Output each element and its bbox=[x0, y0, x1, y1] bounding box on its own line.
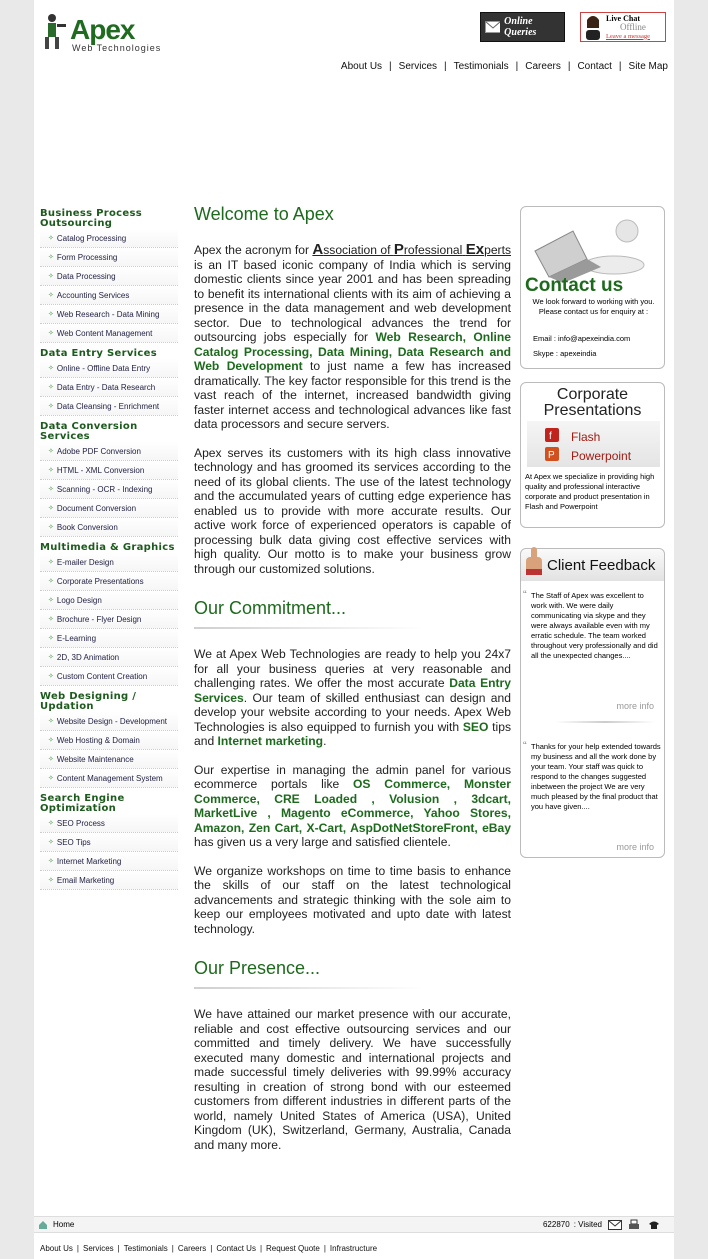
contact-email[interactable]: info@apexeindia.com bbox=[558, 334, 631, 343]
sidebar-item-label: Accounting Services bbox=[56, 290, 130, 300]
bullet-icon: ✧ bbox=[48, 654, 54, 661]
nav-separator: | bbox=[389, 61, 392, 72]
footer-separator: | bbox=[323, 1244, 326, 1253]
bullet-icon: ✧ bbox=[48, 578, 54, 585]
svg-text:P: P bbox=[548, 450, 555, 461]
sidebar-item-web-hosting-domain[interactable] bbox=[40, 731, 178, 750]
bullet-icon: ✧ bbox=[48, 839, 54, 846]
bullet-icon: ✧ bbox=[48, 673, 54, 680]
bullet-icon: ✧ bbox=[48, 384, 54, 391]
sidebar-item-label: Document Conversion bbox=[56, 503, 137, 513]
sidebar-item-accounting-services[interactable] bbox=[40, 286, 178, 305]
sidebar-item-label: HTML - XML Conversion bbox=[56, 465, 145, 475]
bullet-icon: ✧ bbox=[48, 235, 54, 242]
sidebar-item-label: Data Entry - Data Research bbox=[56, 382, 156, 392]
sidebar-item-label: E-Learning bbox=[56, 633, 97, 643]
nav-separator: | bbox=[444, 61, 447, 72]
apex-logo[interactable] bbox=[42, 10, 167, 54]
contact-skype-row: Skype : apexeindia bbox=[533, 349, 597, 358]
sidebar-item-website-maintenance[interactable] bbox=[40, 750, 178, 769]
bullet-icon: ✧ bbox=[48, 616, 54, 623]
topnav-testimonials[interactable]: Testimonials bbox=[453, 61, 509, 72]
sidebar-item-label: Web Research - Data Mining bbox=[56, 309, 160, 319]
bullet-icon: ✧ bbox=[48, 505, 54, 512]
nav-section-heading: Data Entry Services bbox=[40, 348, 157, 359]
bullet-icon: ✧ bbox=[48, 718, 54, 725]
quote-open-icon: “ bbox=[523, 589, 527, 601]
commitment-paragraph-2: Our expertise in managing the admin panel for various ecommerce portals like OS Commerce, Monster Commerce, CRE Loaded , Volusion , 3dcart, MarketLive , Magento eCommerce, Yahoo Stores, Amazon, Zen Cart, X-Cart, AspDotNetStoreFront, eBay has given us a very large and satisfied clientele. bbox=[194, 762, 511, 849]
corp-title: Corporate Presentations bbox=[543, 386, 642, 419]
sidebar-item-label: Custom Content Creation bbox=[56, 671, 148, 681]
visited-label: : Visited bbox=[573, 1220, 602, 1229]
page bbox=[34, 0, 674, 1259]
footer-link-careers[interactable]: Careers bbox=[177, 1244, 207, 1253]
envelope-icon bbox=[485, 21, 500, 33]
nav-separator: | bbox=[618, 61, 622, 72]
sidebar-item-data-entry-data-research[interactable] bbox=[40, 378, 178, 397]
bullet-icon: ✧ bbox=[48, 635, 54, 642]
commitment-title: Our Commitment... bbox=[194, 598, 347, 618]
sidebar-item-label: Web Hosting & Domain bbox=[56, 735, 140, 745]
flash-icon bbox=[545, 428, 559, 442]
bullet-icon: ✧ bbox=[48, 820, 54, 827]
sidebar-item-form-processing[interactable] bbox=[40, 248, 178, 267]
sidebar-item-data-processing[interactable] bbox=[40, 267, 178, 286]
sidebar-item-label: Form Processing bbox=[56, 252, 118, 262]
live-chat-button[interactable] bbox=[580, 12, 666, 42]
bullet-icon: ✧ bbox=[48, 597, 54, 604]
visit-counter: 622870 bbox=[542, 1220, 570, 1229]
chat-status: Offline bbox=[620, 21, 646, 32]
laptop-figure-icon bbox=[529, 213, 659, 283]
sidebar-item-label: SEO Process bbox=[56, 818, 105, 828]
thumbs-up-icon bbox=[523, 545, 547, 575]
sidebar-item-scanning-ocr-indexing[interactable] bbox=[40, 480, 178, 499]
nav-section-heading: Multimedia & Graphics bbox=[40, 542, 175, 553]
intro-paragraph: Apex the acronym for Association of Professional Experts is an IT based iconic company of India which is serving domestic clients since year 2001 and has been spreading to benefit its international clients with its aim of achieving a presence in the data management and web development sector. Due to technological advances the trend for outsourcing jobs especially for Web Research, Online Catalog Processing, Data Mining, Data Research and Web Development to just name a few has increased dramatically. The key factor responsible for this trend is the vast reach of the internet, increased bandwidth giving faster internet access and technological advances like fast data processors and secure servers. bbox=[194, 241, 511, 431]
sidebar-item-label: Online - Offline Data Entry bbox=[56, 363, 151, 373]
sidebar-item-custom-content-creation[interactable] bbox=[40, 667, 178, 686]
sidebar-item-seo-tips[interactable] bbox=[40, 833, 178, 852]
more-info-link-1[interactable]: more info bbox=[616, 701, 654, 711]
sidebar-item-label: Email Marketing bbox=[56, 875, 115, 885]
home-icon bbox=[38, 1220, 48, 1230]
sidebar-item-book-conversion[interactable] bbox=[40, 518, 178, 537]
main-content bbox=[194, 204, 511, 1166]
sidebar-item-html-xml-conversion[interactable] bbox=[40, 461, 178, 480]
topnav-services[interactable]: Services bbox=[398, 61, 438, 72]
sidebar-item-seo-process[interactable] bbox=[40, 814, 178, 833]
sidebar-item-label: 2D, 3D Animation bbox=[56, 652, 120, 662]
commitment-paragraph-3: We organize workshops on time to time basis to enhance the skills of our staff on the latest technological advancements and strategic thinking with the sole aim to keep our employees motivated and upto date with latest technology. bbox=[194, 863, 511, 936]
bullet-icon: ✧ bbox=[48, 311, 54, 318]
bullet-icon: ✧ bbox=[48, 877, 54, 884]
sidebar-item-online-offline-data-entry[interactable] bbox=[40, 359, 178, 378]
leave-message-link[interactable]: Leave a message bbox=[606, 32, 651, 40]
footer-link-infrastructure[interactable]: Infrastructure bbox=[329, 1244, 378, 1253]
logo-subtitle: Web Technologies bbox=[72, 43, 162, 53]
nav-section-heading: Web Designing / Updation bbox=[40, 691, 137, 712]
online-queries-label: Online Queries bbox=[504, 16, 537, 38]
corporate-presentations-card[interactable] bbox=[520, 382, 665, 528]
powerpoint-label: Powerpoint bbox=[571, 449, 632, 463]
sidebar-item-label: Corporate Presentations bbox=[56, 576, 144, 586]
nav-section-heading: Data Conversion Services bbox=[40, 421, 138, 442]
sidebar-item-logo-design[interactable] bbox=[40, 591, 178, 610]
top-navigation bbox=[341, 61, 668, 72]
logo-figure-icon bbox=[42, 12, 68, 50]
footer-separator: | bbox=[76, 1244, 79, 1253]
feedback-quote-2: Thanks for your help extended towards my business and all the work done by your team. Your staff was quick to respond to the changes suggested inbetween the project We are very much pleased by the final product that you have given.... bbox=[531, 742, 661, 811]
nav-section-heading: Search Engine Optimization bbox=[40, 793, 125, 814]
bullet-icon: ✧ bbox=[48, 559, 54, 566]
sidebar-item-adobe-pdf-conversion[interactable] bbox=[40, 442, 178, 461]
topnav-contact[interactable]: Contact bbox=[577, 61, 612, 72]
flash-label: Flash bbox=[571, 430, 601, 444]
sidebar-item-label: E-mailer Design bbox=[56, 557, 114, 567]
sidebar-item-e-mailer-design[interactable] bbox=[40, 553, 178, 572]
sidebar-item-label: Data Cleansing - Enrichment bbox=[56, 401, 160, 411]
sidebar-item-catalog-processing[interactable] bbox=[40, 229, 178, 248]
bullet-icon: ✧ bbox=[48, 254, 54, 261]
sidebar-item-content-management-system[interactable] bbox=[40, 769, 178, 788]
sidebar-item-web-research-data-mining[interactable] bbox=[40, 305, 178, 324]
footer-link-about-us[interactable]: About Us bbox=[40, 1244, 73, 1253]
bullet-icon: ✧ bbox=[48, 403, 54, 410]
sidebar-item-label: Web Content Management bbox=[56, 328, 153, 338]
feedback-title: Client Feedback bbox=[547, 557, 656, 574]
chat-agent-icon bbox=[583, 14, 603, 40]
contact-text: We look forward to working with you. Please contact us for enquiry at : bbox=[532, 297, 655, 316]
sidebar-item-label: Logo Design bbox=[56, 595, 102, 605]
sidebar-item-label: Website Maintenance bbox=[56, 754, 134, 764]
welcome-heading bbox=[194, 204, 511, 225]
footer-separator: | bbox=[259, 1244, 263, 1253]
sidebar-item-label: Brochure - Flyer Design bbox=[56, 614, 142, 624]
sidebar-item-2d-3d-animation[interactable] bbox=[40, 648, 178, 667]
sidebar-item-brochure-flyer-design[interactable] bbox=[40, 610, 178, 629]
bullet-icon: ✧ bbox=[48, 737, 54, 744]
footer-link-request-quote[interactable]: Request Quote bbox=[266, 1244, 320, 1253]
nav-separator: | bbox=[567, 61, 571, 72]
nav-separator: | bbox=[515, 61, 519, 72]
print-icon[interactable] bbox=[628, 1219, 640, 1231]
bullet-icon: ✧ bbox=[48, 486, 54, 493]
client-feedback-card bbox=[520, 548, 665, 858]
presence-paragraph: We have attained our market presence with our accurate, reliable and cost effective outsourcing services and our committed and timely delivery. We have successfully executed many domestic and international projects and made successful timely deliveries with 99.99% accuracy resulting in creation of strong bond with our esteemed customers from different industries in different parts of the world, namely United States of America (USA), United Kingdom (UK), Switzerland, Germany, Australia, Canada and many more. bbox=[194, 1007, 511, 1152]
sidebar-item-label: Catalog Processing bbox=[56, 233, 127, 243]
sidebar-item-internet-marketing[interactable] bbox=[40, 852, 178, 871]
phone-icon[interactable] bbox=[648, 1220, 660, 1230]
bullet-icon: ✧ bbox=[48, 330, 54, 337]
more-info-link-2[interactable]: more info bbox=[616, 842, 654, 852]
contact-email-row: Email : info@apexeindia.com bbox=[533, 334, 631, 343]
sidebar-item-document-conversion[interactable] bbox=[40, 499, 178, 518]
live-chat-label: Live Chat bbox=[606, 13, 640, 23]
email-icon[interactable] bbox=[608, 1220, 622, 1230]
sidebar-item-email-marketing[interactable] bbox=[40, 871, 178, 890]
bullet-icon: ✧ bbox=[48, 365, 54, 372]
sidebar-item-label: Website Design - Development bbox=[56, 716, 167, 726]
sidebar-item-label: Scanning - OCR - Indexing bbox=[56, 484, 153, 494]
left-navigation bbox=[40, 205, 178, 890]
bullet-icon: ✧ bbox=[48, 273, 54, 280]
bullet-icon: ✧ bbox=[48, 775, 54, 782]
services-paragraph: Apex serves its customers with its high class innovative technology and has groomed its services according to the need of its global clients. The use of the latest technology and the accumulated years of cutting edge experience has enabled us to provide with more accurate results. Our active work force of experienced operators is capable of processing bulk data giving cost effective services with high quality. Our motto is to make your business grow through our customized solutions. bbox=[194, 445, 511, 576]
sidebar-item-label: Internet Marketing bbox=[56, 856, 122, 866]
quote-open-icon: “ bbox=[523, 740, 527, 752]
sidebar-item-label: Data Processing bbox=[56, 271, 116, 281]
home-link[interactable]: Home bbox=[53, 1220, 75, 1229]
topnav-site-map[interactable]: Site Map bbox=[628, 61, 668, 72]
bullet-icon: ✧ bbox=[48, 448, 54, 455]
contact-skype[interactable]: apexeindia bbox=[560, 349, 597, 358]
footer-link-contact-us[interactable]: Contact Us bbox=[216, 1244, 256, 1253]
topnav-careers[interactable]: Careers bbox=[525, 61, 561, 72]
bullet-icon: ✧ bbox=[48, 467, 54, 474]
sidebar-item-label: Adobe PDF Conversion bbox=[56, 446, 141, 456]
powerpoint-icon bbox=[545, 447, 559, 461]
sidebar-item-label: SEO Tips bbox=[56, 837, 91, 847]
contact-card[interactable] bbox=[520, 206, 665, 369]
footer-links bbox=[40, 1244, 377, 1253]
topnav-about-us[interactable]: About Us bbox=[340, 61, 383, 72]
corp-text: At Apex we specialize in providing high quality and professional interactive corporate and product presentation in Flash and Powerpoint bbox=[525, 472, 655, 511]
footer-separator: | bbox=[117, 1244, 120, 1253]
welcome-title: Welcome to Apex bbox=[194, 204, 334, 224]
svg-text:f: f bbox=[549, 431, 552, 442]
footer-link-services[interactable]: Services bbox=[82, 1244, 114, 1253]
sidebar-item-corporate-presentations[interactable] bbox=[40, 572, 178, 591]
contact-title: Contact us bbox=[525, 275, 624, 296]
presence-title: Our Presence... bbox=[194, 958, 321, 978]
bullet-icon: ✧ bbox=[48, 292, 54, 299]
commitment-heading bbox=[194, 598, 511, 629]
bullet-icon: ✧ bbox=[48, 756, 54, 763]
sidebar-item-label: Book Conversion bbox=[56, 522, 118, 532]
sidebar-item-data-cleansing-enrichment[interactable] bbox=[40, 397, 178, 416]
sidebar-item-label: Content Management System bbox=[56, 773, 163, 783]
footer-bar bbox=[34, 1216, 674, 1233]
sidebar-item-website-design-development[interactable] bbox=[40, 712, 178, 731]
feedback-quote-1: The Staff of Apex was excellent to work with. We were daily communicating via skype and they were always available even with my erratic schedule. The team worked throughout very professionally and did all the unexpected changes.... bbox=[531, 591, 658, 660]
presence-heading bbox=[194, 958, 511, 989]
footer-link-testimonials[interactable]: Testimonials bbox=[123, 1244, 168, 1253]
footer-separator: | bbox=[171, 1244, 174, 1253]
commitment-paragraph-1: We at Apex Web Technologies are ready to help you 24x7 for all your business queries at very reasonable and challenging rates. We offer the most accurate Data Entry Services. Our team of skilled enthusiast can design and develop your website according to your needs. Apex Web Technologies is also equipped to furnish you with SEO tips and Internet marketing. bbox=[194, 647, 511, 748]
nav-section-heading: Business Process Outsourcing bbox=[40, 208, 142, 229]
bullet-icon: ✧ bbox=[48, 524, 54, 531]
online-queries-button[interactable] bbox=[480, 12, 565, 42]
sidebar-item-web-content-management[interactable] bbox=[40, 324, 178, 343]
logo-word: Apex bbox=[70, 14, 135, 45]
sidebar-item-e-learning[interactable] bbox=[40, 629, 178, 648]
footer-separator: | bbox=[210, 1244, 213, 1253]
bullet-icon: ✧ bbox=[48, 858, 54, 865]
